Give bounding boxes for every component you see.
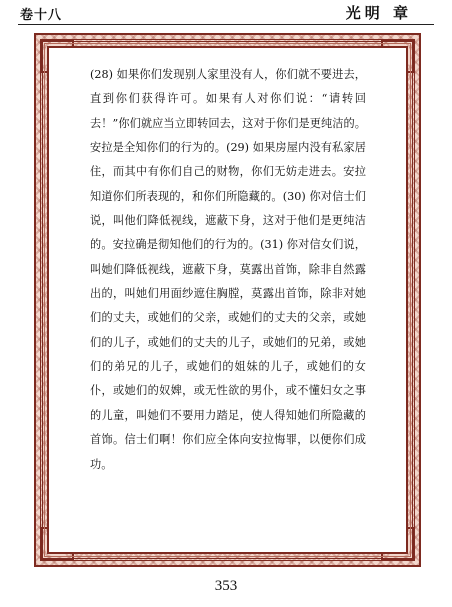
page-number: 353: [214, 578, 238, 594]
verse-text: (28) 如果你们发现别人家里没有人，你们就不要进去，直到你们获得许可。如果有人对你们说：“请转回去！”你们就应当立即转回去，这对于你们是更纯洁的。安拉是全知你们的行为的。(29) 如果房屋内没有私家居住，而其中有你们自己的财物，你们无妨走进去。安拉知道你们所表现的，和你们所隐藏的。(30) 你对信士们说，叫他们降低视线，遮蔽下身，这对于他们是更纯洁的。安拉确是彻知他们的行为的。(31) 你对信女们说，叫她们降低视线，遮蔽下身，莫露出首饰，除非自然露出的，叫她们用面纱遮住胸膛，莫露出首饰，除非对她们的丈夫，或她们的父亲，或她们的丈夫的父亲，或她们的儿子，或她们的丈夫的儿子，或她们的兄弟，或她们的弟兄的儿子，或她们的姐妹的儿子，或她们的女仆，或她们的奴婢，或无性欲的男仆，或不懂妇女之事的儿童，叫她们不要用力踏足，使人得知她们所隐藏的首饰。信士们啊！你们应全体向安拉悔罪，以便你们成功。: [90, 68, 366, 471]
running-header-chapter: 卷十八: [20, 8, 63, 23]
header-rule: [18, 24, 434, 25]
running-header-title: 光明 章: [345, 4, 412, 22]
